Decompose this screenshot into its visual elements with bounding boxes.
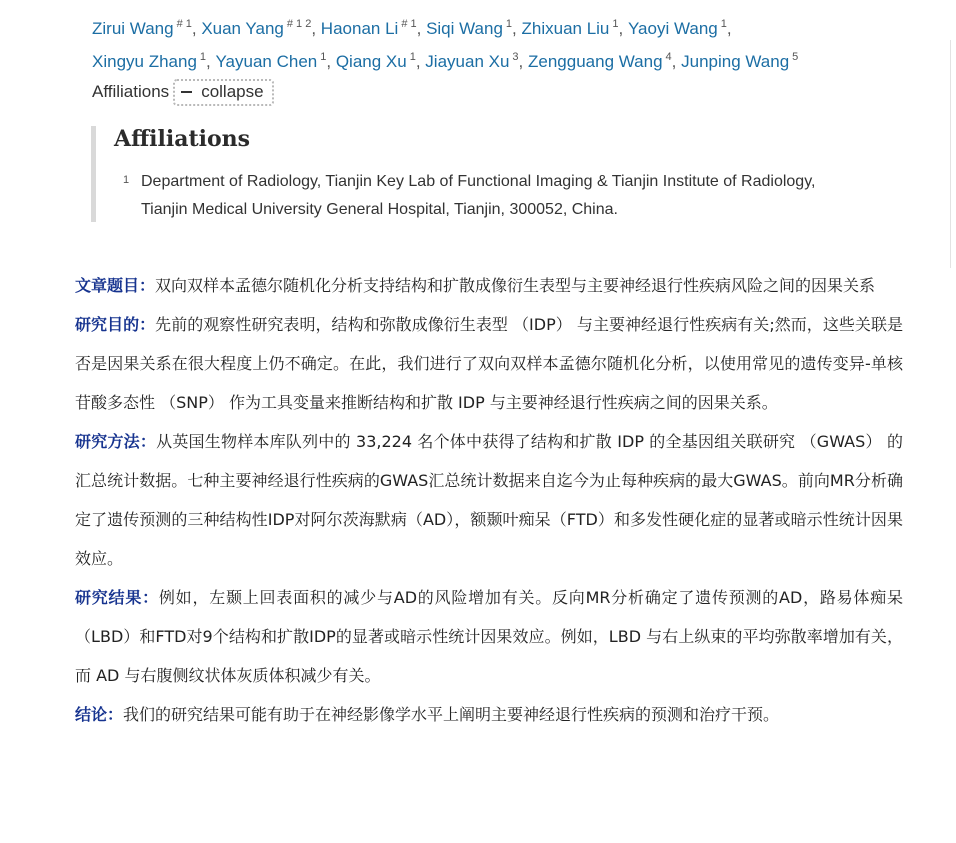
author-affiliation-marker[interactable]: 1 [320,51,327,63]
affiliation-text: Department of Radiology, Tianjin Key Lab of Functional Imaging & Tianjin Institute of Radiology, Tianjin Medical University General Hospital, Tianjin, 300052, China. [141,173,816,218]
chinese-abstract [75,266,903,734]
author-link[interactable]: Jiayuan Xu $^3$, [425,51,528,71]
author-affiliation-marker[interactable]: 3 [512,51,519,63]
author-link[interactable]: Xingyu Zhang $^1$, [92,51,216,71]
author-name[interactable]: Xuan Yang [201,19,284,38]
minus-icon [181,91,192,93]
author-link[interactable]: Yayuan Chen $^1$, [215,51,336,71]
methods-label: 研究方法： [75,432,157,451]
author-link[interactable]: Zengguang Wang $^4$, [528,51,682,71]
results-text: 例如，左颞上回表面积的减少与AD的风险增加有关。反向MR分析确定了遗传预测的AD，路易体痴呆（LBD）和FTD对9个结构和扩散IDP的显著或暗示性统计因果效应。例如，LBD 与右上纵束的平均弥散率增加有关，而 AD 与右腹侧纹状体灰质体积减少有关。 [75,588,903,685]
author-affiliation-marker[interactable]: 1 [409,51,416,63]
author-link[interactable]: Yaoyi Wang $^1$, [627,18,732,38]
author-name[interactable]: Xingyu Zhang [92,52,197,71]
author-name[interactable]: Yaoyi Wang [627,19,718,38]
author-link[interactable]: Xuan Yang $^{\# 1 2}$, [201,18,321,38]
abstract-title-paragraph [75,266,903,305]
affiliations-toggle-row [92,78,274,106]
author-name[interactable]: Haonan Li [320,19,399,38]
conclusion-label: 结论： [75,705,124,724]
author-name[interactable]: Zhixuan Liu [521,19,610,38]
affiliations-heading: Affiliations [114,126,251,152]
author-affiliation-marker[interactable]: 1 [720,18,727,30]
abstract-results-paragraph [75,578,903,695]
author-affiliation-marker[interactable]: # 1 [401,18,417,30]
collapse-affiliations-button[interactable] [173,79,273,106]
methods-text: 从英国生物样本库队列中的 33,224 名个体中获得了结构和扩散 IDP 的全基因组关联研究 （GWAS） 的汇总统计数据。七种主要神经退行性疾病的GWAS汇总统计数据来自迄今为止每种疾病的最大GWAS。前向MR分析确定了遗传预测的三种结构性IDP对阿尔茨海默病（AD），额颞叶痴呆（FTD）和多发性硬化症的显著或暗示性统计因果效应。 [75,432,903,568]
author-name[interactable]: Junping Wang [681,52,790,71]
collapse-button-label: collapse [201,81,264,101]
author-affiliation-marker[interactable]: 1 [505,18,513,30]
author-link[interactable]: Zhixuan Liu $^1$, [521,18,628,38]
affiliation-number: 1 [123,174,130,186]
author-affiliation-marker[interactable]: # 1 [176,18,192,30]
author-affiliation-marker[interactable]: 1 [199,51,207,63]
purpose-text: 先前的观察性研究表明，结构和弥散成像衍生表型 （IDP） 与主要神经退行性疾病有关;然而，这些关联是否是因果关系在很大程度上仍不确定。在此，我们进行了双向双样本孟德尔随机化分析，以使用常见的遗传变异-单核苷酸多态性 （SNP） 作为工具变量来推断结构和扩散 IDP 与主要神经退行性疾病之间的因果关系。 [75,315,903,412]
author-affiliation-marker[interactable]: 4 [665,51,672,63]
author-name[interactable]: Zengguang Wang [528,52,663,71]
author-affiliation-marker[interactable]: 5 [792,51,799,63]
title-label: 文章题目： [75,276,156,295]
author-affiliation-marker[interactable]: 1 [612,18,619,30]
abstract-purpose-paragraph [75,305,903,422]
purpose-label: 研究目的： [75,315,156,334]
results-label: 研究结果： [75,588,159,607]
author-link[interactable]: Haonan Li $^{\# 1}$, [320,18,427,38]
author-name[interactable]: Qiang Xu [335,52,407,71]
title-text: 双向双样本孟德尔随机化分析支持结构和扩散成像衍生表型与主要神经退行性疾病风险之间的因果关系 [155,276,876,295]
author-name[interactable]: Yayuan Chen [215,52,318,71]
author-name[interactable]: Siqi Wang [426,19,503,38]
author-name[interactable]: Zirui Wang [92,19,174,38]
author-link[interactable] [681,52,798,71]
author-affiliation-marker[interactable]: # 1 2 [286,18,312,30]
author-list [92,10,892,76]
abstract-methods-paragraph [75,422,903,578]
author-link[interactable]: Siqi Wang $^1$, [426,18,522,38]
author-name[interactable]: Jiayuan Xu [425,52,510,71]
scrollbar-track[interactable] [950,40,956,268]
author-link[interactable]: Qiang Xu $^1$, [335,51,426,71]
conclusion-text: 我们的研究结果可能有助于在神经影像学水平上阐明主要神经退行性疾病的预测和治疗干预。 [123,705,780,724]
abstract-conclusion-paragraph [75,695,903,734]
affiliations-toggle-label: Affiliations [92,82,170,101]
author-link[interactable]: Zirui Wang $^{\# 1}$, [92,18,202,38]
affiliations-panel [91,126,856,222]
